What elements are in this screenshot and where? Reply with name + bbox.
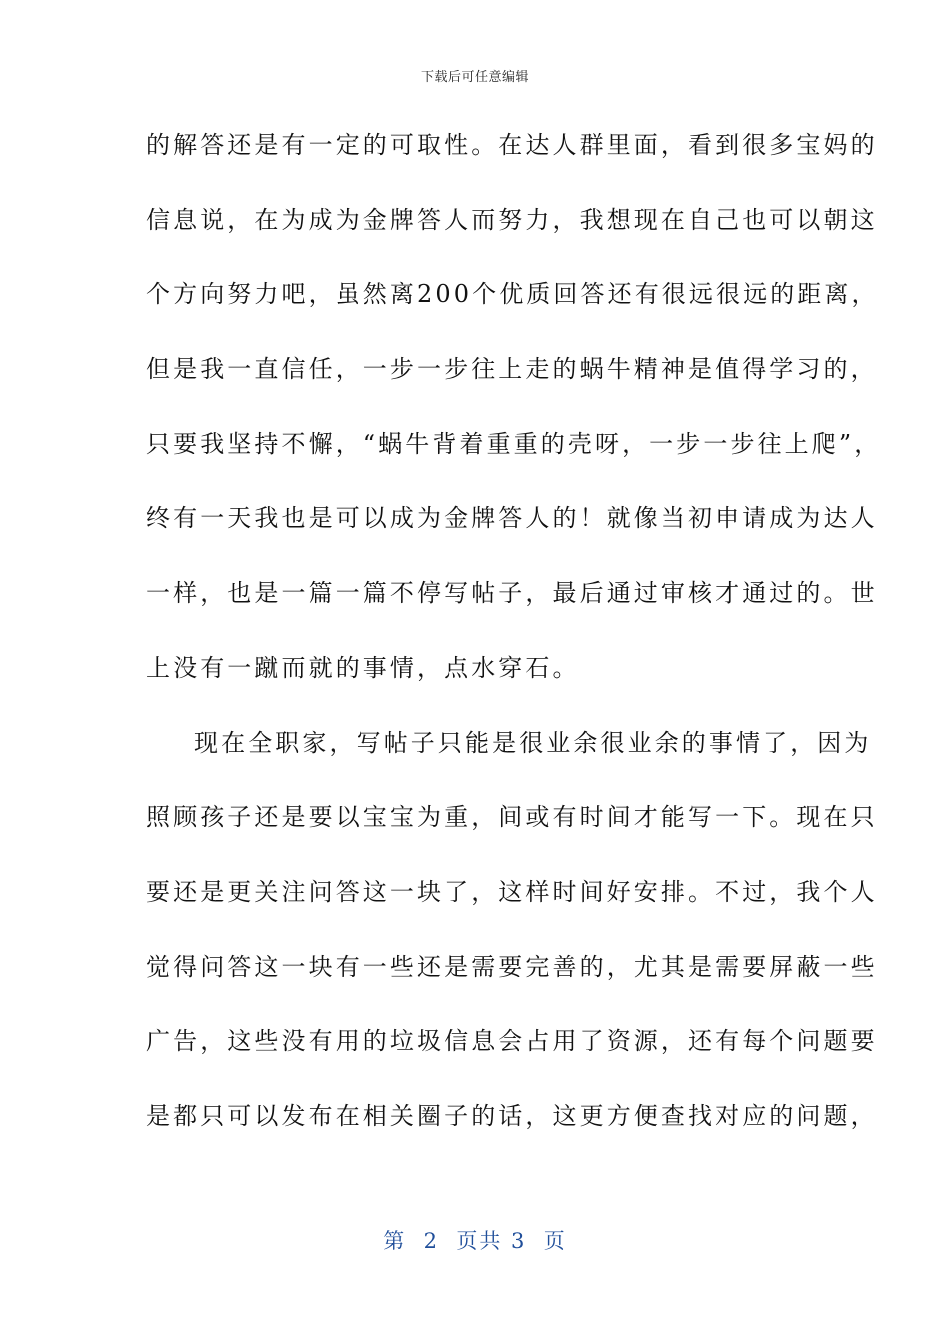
page-header-note: 下载后可任意编辑 xyxy=(420,70,529,85)
text-line: 是都只可以发布在相关圈子的话，这更方便查找对应的问题， xyxy=(146,1101,878,1130)
page-number-footer: 第 2 页共 3 页 xyxy=(383,1229,567,1253)
text-line: 只要我坚持不懈，“蜗牛背着重重的壳呀，一步一步往上爬”， xyxy=(146,429,882,458)
text-line: 上没有一蹴而就的事情，点水穿石。 xyxy=(146,653,580,682)
text-line: 一样，也是一篇一篇不停写帖子，最后通过审核才通过的。世 xyxy=(146,579,878,608)
paragraph-start-line: 现在全职家，写帖子只能是很业余很业余的事情了，因为 xyxy=(194,728,872,757)
text-line: 觉得问答这一块有一些还是需要完善的，尤其是需要屏蔽一些 xyxy=(146,952,878,981)
text-line: 广告，这些没有用的垃圾信息会占用了资源，还有每个问题要 xyxy=(146,1027,878,1056)
text-line: 个方向努力吧，虽然离200个优质回答还有很远很远的距离， xyxy=(146,280,879,309)
document-body xyxy=(146,118,882,1164)
text-line: 照顾孩子还是要以宝宝为重，间或有时间才能写一下。现在只 xyxy=(146,803,878,832)
text-line: 终有一天我也是可以成为金牌答人的！就像当初申请成为达人 xyxy=(146,504,878,533)
text-line: 但是我一直信任，一步一步往上走的蜗牛精神是值得学习的， xyxy=(146,355,878,384)
text-line: 要还是更关注问答这一块了，这样时间好安排。不过，我个人 xyxy=(146,877,878,906)
text-line: 的解答还是有一定的可取性。在达人群里面，看到很多宝妈的 xyxy=(146,131,878,159)
text-line: 信息说，在为成为金牌答人而努力，我想现在自己也可以朝这 xyxy=(146,205,878,234)
